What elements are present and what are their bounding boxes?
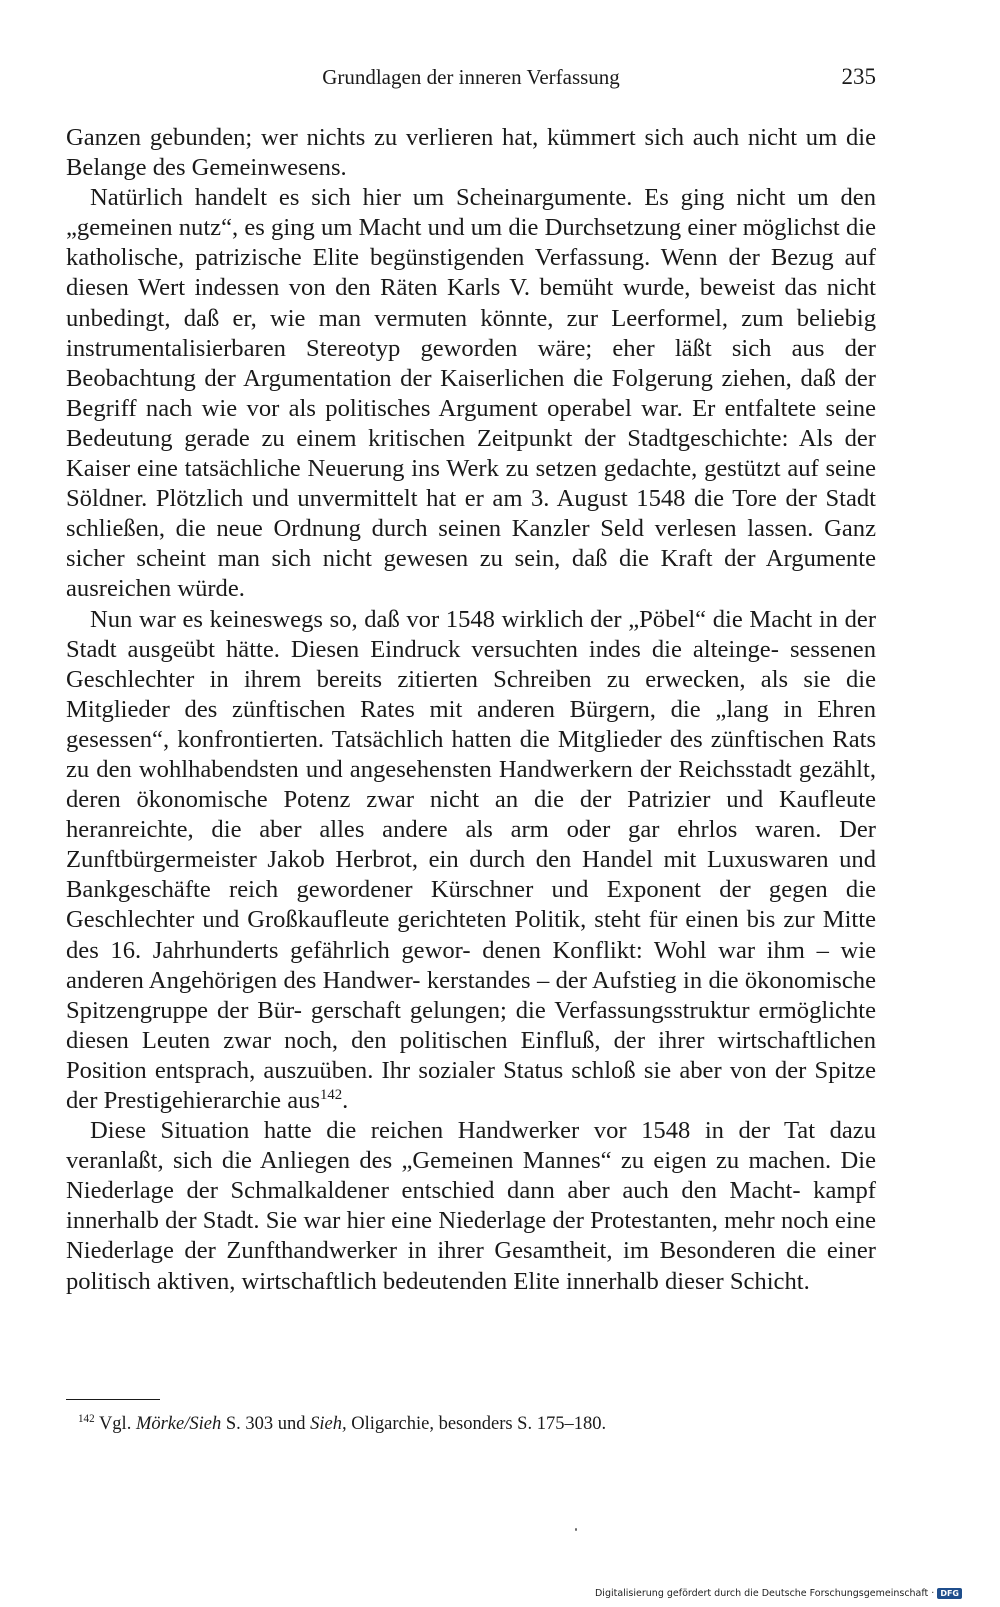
text-line: der Reichsstadt gezählt, deren ökonomische Potenz zwar nicht an die der: [66, 755, 876, 814]
text-line: zünftischen Rats zu den wohlhabendsten und angesehensten Handwerkern: [66, 725, 877, 783]
body-text: [66, 123, 876, 1297]
text-line: Folgerung ziehen, daß der Begriff nach wie vor als politisches Argument: [66, 364, 877, 422]
text-line: Ordnung durch seinen Kanzler Seld verlesen lassen. Ganz sicher scheint: [66, 515, 877, 573]
footnote-author-2: Sieh,: [310, 1414, 347, 1434]
text-line: wurde, beweist das nicht unbedingt, daß er, wie man vermuten könnte, zur: [66, 274, 876, 332]
footnote-text-pre: Vgl.: [98, 1414, 136, 1434]
text-line: „gemeinen nutz“, es ging um Macht und um die Durchsetzung einer: [66, 214, 737, 242]
footnote-142: [78, 1412, 868, 1436]
running-head: Grundlagen der inneren Verfassung: [322, 65, 620, 89]
page-header: [66, 62, 876, 92]
text-line: Ehren gesessen“, konfrontierten. Tatsächlich hatten die Mitglieder des: [66, 695, 876, 753]
text-line: Wenn der Bezug auf diesen Wert indessen von den Räten Karls V. bemüht: [66, 244, 876, 302]
text-line: ins Werk zu setzen gedachte, gestützt auf seine Söldner. Plötzlich und: [66, 455, 877, 513]
footnote-reference[interactable]: 142: [320, 1086, 343, 1103]
paragraph-4: [66, 1116, 876, 1297]
text-line: in der Stadt ausgeübt hätte. Diesen Eindruck versuchten indes die alteinge-: [66, 605, 877, 663]
text-line: veranlaßt, sich die Anliegen des „Gemeinen Mannes“ zu eigen zu machen.: [66, 1147, 832, 1175]
paragraph-1: [66, 123, 876, 183]
text-line: möglichst die katholische, patrizische Elite begünstigenden Verfassung.: [66, 214, 876, 272]
text-line: entsprach, auszuüben. Ihr sozialer Status schloß sie aber von der Spitze der: [66, 1056, 876, 1114]
text-line: und Exponent der gegen die Geschlechter und Großkaufleute gerichteten: [66, 876, 876, 934]
text-line: eher läßt sich aus der Beobachtung der Argumentation der Kaiserlichen die: [66, 334, 876, 392]
paragraph-3: [66, 605, 876, 1117]
credit-text: Digitalisierung gefördert durch die Deutsche Forschungsgemeinschaft ·: [594, 1588, 935, 1599]
text-line: Leerformel, zum beliebig instrumentalisierbaren Stereotyp geworden wäre;: [66, 304, 876, 362]
text-line: Handel mit Luxuswaren und Bankgeschäfte reich gewordener Kürschner: [66, 846, 877, 904]
text-line: innerhalb dieser Schicht.: [565, 1267, 810, 1295]
text-line: man sich nicht gewesen zu sein, daß die Kraft der Argumente ausreichen: [66, 545, 876, 603]
text-line: Nun war es keineswegs so, daß vor 1548 wirklich der „Pöbel“ die Macht: [90, 605, 813, 633]
text-line: würde.: [177, 575, 245, 603]
text-line: denen Konflikt: Wohl war ihm – wie anderen Angehörigen des Handwer-: [66, 936, 876, 994]
text-line: zwar noch, den politischen Einfluß, der ihrer wirtschaftlichen Position: [66, 1026, 876, 1084]
text-line: Ganzen gebunden; wer nichts zu verlieren hat, kümmert sich auch nicht um: [66, 124, 838, 151]
sentence-end: .: [342, 1087, 349, 1114]
text-line: Diese Situation hatte die reichen Handwerker vor 1548 in der Tat dazu: [90, 1117, 876, 1145]
text-line: unvermittelt hat er am 3. August 1548 die Tore der Stadt schließen, die neue: [66, 485, 877, 543]
text-line: Politik, steht für einen bis zur Mitte des 16. Jahrhunderts gefährlich gewor-: [66, 906, 876, 964]
text-line: Die Niederlage der Schmalkaldener entschied dann aber auch den Macht-: [66, 1147, 876, 1205]
footnote-number: 142: [78, 1412, 95, 1425]
paragraph-2: [66, 183, 876, 604]
text-line: sie die Mitglieder des zünftischen Rates mit anderen Bürgern, die „lang in: [66, 665, 876, 723]
scan-speck: [575, 1528, 577, 1531]
digitization-credit: [595, 1588, 962, 1599]
text-line: gerschaft gelungen; die Verfassungsstruktur ermöglichte diesen Leuten: [66, 996, 876, 1054]
footnote-divider: [66, 1399, 160, 1400]
text-line: Zeitpunkt der Stadtgeschichte: Als der Kaiser eine tatsächliche Neuerung: [66, 424, 876, 483]
dfg-logo-icon: DFG: [937, 1588, 962, 1599]
text-line: mehr noch eine Niederlage der Zunfthandwerker in ihrer Gesamtheit, im: [66, 1207, 877, 1265]
text-line: Patrizier und Kaufleute heranreichte, die aber alles andere als arm oder gar: [66, 786, 876, 844]
page-number: 235: [841, 64, 876, 89]
text-line: Natürlich handelt es sich hier um Scheinargumente. Es ging nicht um den: [90, 184, 876, 212]
text-line: operabel war. Er entfaltete seine Bedeutung gerade zu einem kritischen: [66, 394, 877, 452]
footnote-text-mid: S. 303 und: [221, 1414, 311, 1434]
text-line: Prestigehierarchie aus: [103, 1087, 321, 1114]
text-line: kampf innerhalb der Stadt. Sie war hier eine Niederlage der Protestanten,: [66, 1177, 876, 1235]
text-line: kerstandes – der Aufstieg in die ökonomische Spitzengruppe der Bür-: [66, 966, 876, 1024]
text-line: die Belange des Gemeinwesens.: [66, 124, 876, 182]
footnote-author-1: Mörke/Sieh: [135, 1414, 222, 1434]
text-line: Besonderen die einer politisch aktiven, wirtschaftlich bedeutenden Elite: [66, 1237, 876, 1295]
text-line: ehrlos waren. Der Zunftbürgermeister Jakob Herbrot, ein durch den: [66, 816, 876, 874]
text-line: sessenen Geschlechter in ihrem bereits zitierten Schreiben zu erwecken, als: [66, 635, 876, 693]
footnote-text-post: Oligarchie, besonders S. 175–180.: [346, 1414, 607, 1434]
